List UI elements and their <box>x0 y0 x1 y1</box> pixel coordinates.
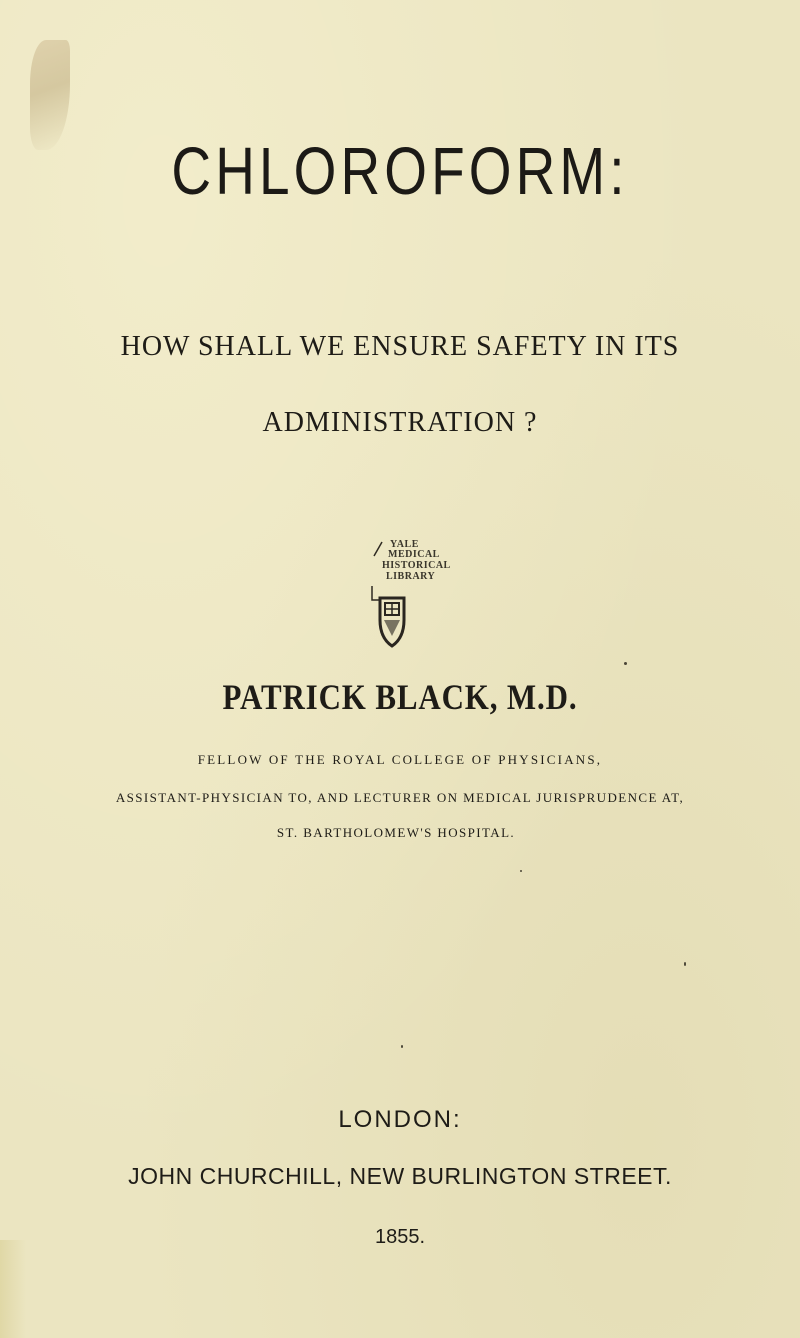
publisher: JOHN CHURCHILL, NEW BURLINGTON STREET. <box>128 1163 672 1189</box>
book-title: CHLOROFORM: <box>171 134 629 209</box>
paper-edge <box>0 1240 26 1338</box>
publication-place: LONDON: <box>338 1106 462 1133</box>
library-stamp <box>360 540 460 650</box>
credentials-line-1: FELLOW OF THE ROYAL COLLEGE OF PHYSICIANS, <box>197 752 603 767</box>
stamp-line-4: LIBRARY <box>386 571 436 582</box>
paper-speck <box>401 1045 403 1048</box>
paper-speck <box>684 962 686 966</box>
stamp-line-3: HISTORICAL <box>382 560 451 571</box>
paper-speck <box>520 870 522 872</box>
credentials-line-3: ST. BARTHOLOMEW'S HOSPITAL. <box>276 825 516 840</box>
credentials-line-2: ASSISTANT-PHYSICIAN TO, AND LECTURER ON MEDICAL JURISPRUDENCE AT, <box>115 790 685 805</box>
paper-stain <box>30 40 70 150</box>
paper-speck <box>624 662 627 665</box>
subtitle-line-1: HOW SHALL WE ENSURE SAFETY IN ITS <box>120 331 680 362</box>
subtitle-line-2: ADMINISTRATION ? <box>262 407 538 438</box>
publication-year: 1855. <box>374 1226 426 1248</box>
author-name: PATRICK BLACK, M.D. <box>222 677 578 717</box>
stamp-line-2: MEDICAL <box>388 549 440 560</box>
stamp-line-1: YALE <box>390 539 419 550</box>
